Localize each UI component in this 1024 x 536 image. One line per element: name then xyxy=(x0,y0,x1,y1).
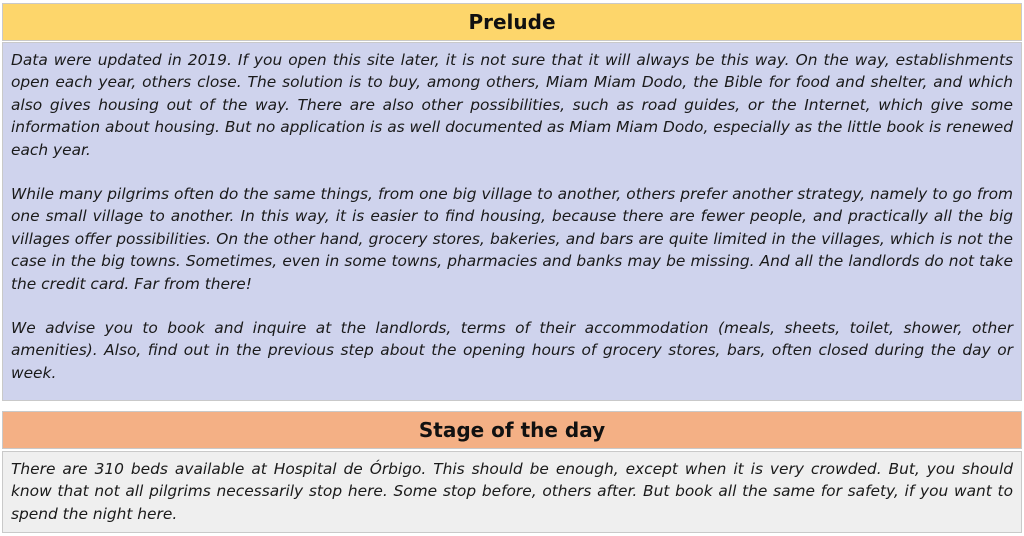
prelude-body xyxy=(2,42,1022,401)
stage-paragraph-1: There are 310 beds available at Hospital de Órbigo. This should be enough, except when it is very crowded. But, you should know that not all pilgrims necessarily stop here. Some stop before, others after. But book all the same for safety, if you want to spend the night here. xyxy=(11,460,1013,523)
prelude-paragraph-2: While many pilgrims often do the same things, from one big village to another, others prefer another strategy, namely to go from one small village to another. In this way, it is easier to find housing, because there are fewer people, and practically all the big villages offer possibilities. On the other hand, grocery stores, bakeries, and bars are quite limited in the villages, which is not the case in the big towns. Sometimes, even in some towns, pharmacies and banks may be missing. And all the landlords do not take the credit card. Far from there! xyxy=(11,185,1013,293)
stage-body xyxy=(2,451,1022,533)
prelude-paragraph-1: Data were updated in 2019. If you open this site later, it is not sure that it will always be this way. On the way, establishments open each year, others close. The solution is to buy, among others, Miam Miam Dodo, the Bible for food and shelter, and which also gives housing out of the way. There are also other possibilities, such as road guides, or the Internet, which give some information about housing. But no application is as well documented as Miam Miam Dodo, especially as the little book is renewed each year. xyxy=(11,51,1013,159)
stage-header xyxy=(2,411,1022,449)
prelude-title: Prelude xyxy=(468,10,556,34)
prelude-paragraph-3: We advise you to book and inquire at the landlords, terms of their accommodation (meals, sheets, toilet, shower, other amenities). Also, find out in the previous step about the opening hours of grocery stores, bars, often closed during the day or week. xyxy=(11,319,1013,382)
prelude-header xyxy=(2,3,1022,41)
stage-title: Stage of the day xyxy=(418,418,606,442)
